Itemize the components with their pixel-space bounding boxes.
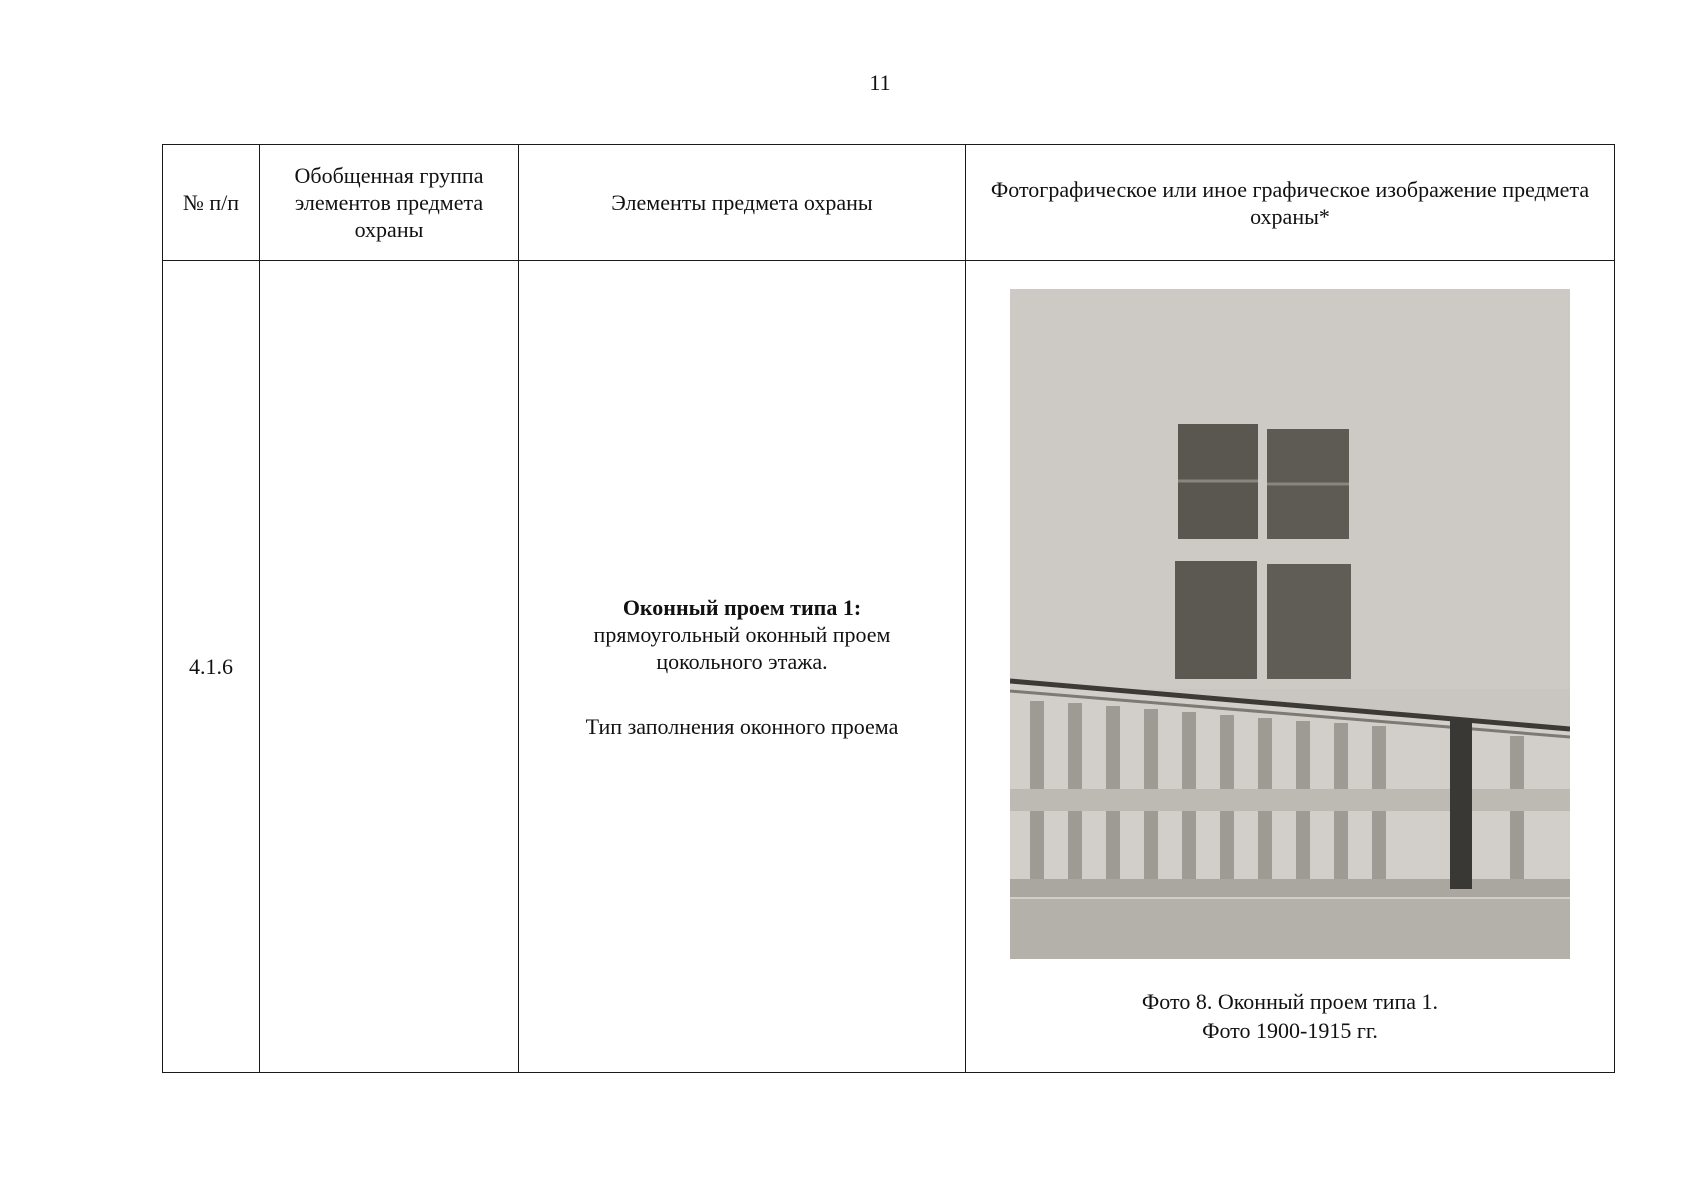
caption-line-2: Фото 1900-1915 гг. [1202, 1018, 1378, 1043]
caption-line-1: Фото 8. Оконный проем типа 1. [1141, 989, 1439, 1014]
photo-caption [976, 987, 1604, 1045]
table-row [163, 261, 1615, 1073]
page-number: 11 [869, 70, 891, 95]
window-photo [1010, 289, 1570, 959]
header-elements: Элементы предмета охраны [519, 145, 966, 261]
row-image [966, 261, 1615, 1073]
element-description-3: Тип заполнения оконного проема [585, 713, 899, 739]
window-photo-drawing [1010, 289, 1570, 959]
header-group: Обобщенная группа элементов предмета охраны [260, 145, 519, 261]
row-elements [519, 261, 966, 1073]
row-group [260, 261, 519, 1073]
header-image: Фотографическое или иное графическое изображение предмета охраны* [966, 145, 1615, 261]
protection-table [162, 144, 1615, 1073]
element-description-1: прямоугольный оконный проем [593, 621, 891, 647]
element-title: Оконный проем типа 1: [622, 594, 862, 620]
row-number: 4.1.6 [163, 261, 260, 1073]
table-header-row [163, 145, 1615, 261]
element-description-2: цокольного этажа. [656, 648, 828, 674]
header-number: № п/п [163, 145, 260, 261]
